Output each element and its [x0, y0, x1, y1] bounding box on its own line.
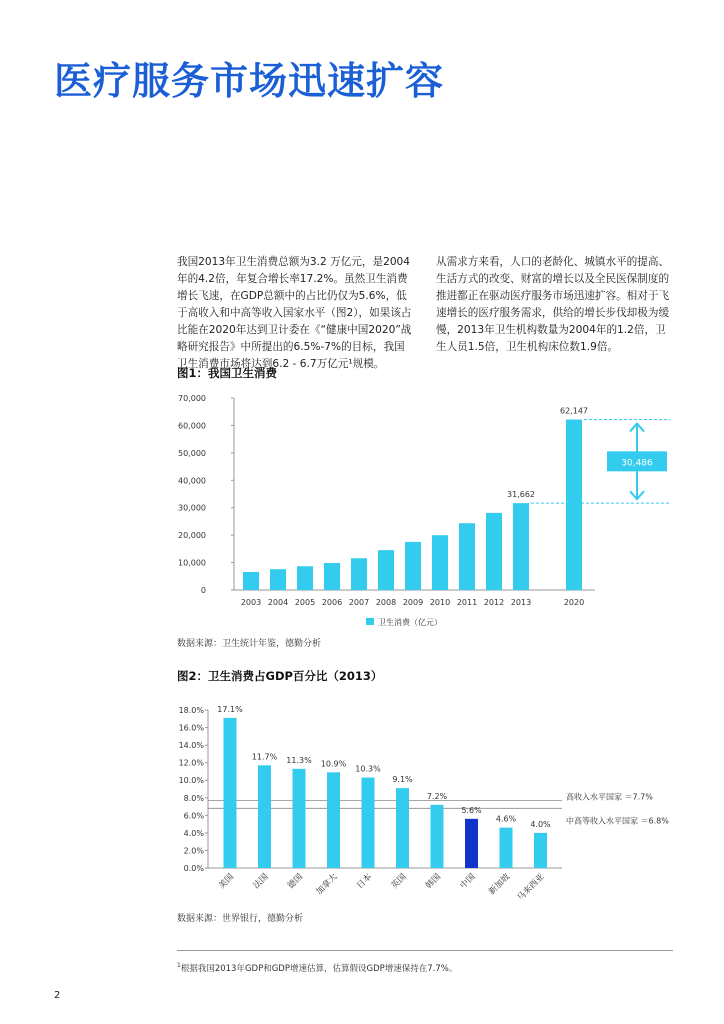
footnote — [177, 962, 457, 974]
y-tick-label: 70,000 — [178, 394, 206, 403]
page-number: 2 — [54, 990, 61, 1001]
legend-label: 卫生消费（亿元） — [378, 618, 442, 627]
footnote-divider — [177, 950, 673, 951]
bar — [396, 788, 409, 868]
y-tick-label: 18.0% — [178, 706, 204, 715]
data-label: 5.6% — [461, 805, 482, 815]
bar — [297, 566, 313, 590]
intro-paragraph-left: 我国2013年卫生消费总额为3.2 万亿元，是2004年的4.2倍，年复合增长率17.2%。虽然卫生消费增长飞速，在GDP总额中的占比仍仅为5.6%，低于高收入和中高等收入国家水平（图2），如果该占比能在2020年达到卫计委在《“健康中国2020”战略研究报告》中所提出的6.5%-7%的目标，我国卫生消费市场将达到6.2 - 6.7万亿元¹规模。 — [177, 255, 412, 370]
x-tick-label: 新加坡 — [487, 872, 513, 898]
bar — [258, 765, 271, 868]
reference-line-label: 中高等收入水平国家 ＝6.8% — [566, 816, 669, 826]
x-tick-label: 英国 — [389, 872, 409, 892]
bar — [465, 819, 478, 868]
data-label: 4.6% — [495, 814, 517, 824]
data-label: 10.9% — [320, 759, 347, 769]
x-tick-label: 2005 — [294, 598, 316, 607]
bar — [324, 563, 340, 590]
y-tick-label: 0.0% — [183, 864, 204, 873]
bar — [459, 523, 475, 590]
y-tick-label: 60,000 — [178, 421, 206, 431]
y-tick-label: 16.0% — [178, 723, 204, 733]
bar — [224, 718, 237, 868]
data-label: 4.0% — [530, 819, 551, 829]
y-tick-label: 10.0% — [178, 776, 204, 786]
y-tick-label: 10,000 — [178, 558, 206, 568]
x-tick-label: 2020 — [563, 598, 585, 607]
bar — [431, 805, 444, 868]
data-label: 9.1% — [392, 775, 413, 785]
x-tick-label: 日本 — [355, 872, 375, 892]
y-tick-label: 4.0% — [183, 828, 204, 838]
health-consumption-chart — [170, 390, 690, 635]
bar — [378, 550, 394, 590]
footnote-mark: 1 — [177, 962, 181, 970]
y-tick-label: 20,000 — [178, 531, 206, 541]
x-tick-label: 2012 — [483, 598, 505, 607]
x-tick-label: 2003 — [240, 598, 262, 607]
x-tick-label: 美国 — [217, 872, 237, 892]
data-label: 31,662 — [507, 490, 535, 500]
page-title: 医疗服务市场迅速扩容 — [54, 59, 445, 103]
bar — [500, 828, 513, 868]
data-label: 7.2% — [426, 791, 448, 801]
x-tick-label: 2009 — [402, 598, 424, 607]
y-tick-label: 30,000 — [178, 503, 206, 513]
x-tick-label: 加拿大 — [314, 872, 340, 898]
bar — [270, 569, 286, 590]
figure1-source: 数据来源：卫生统计年鉴，德勤分析 — [177, 639, 322, 649]
data-label: 17.1% — [217, 704, 243, 714]
x-tick-label: 中国 — [458, 872, 478, 892]
bar — [534, 833, 547, 868]
x-tick-label: 2010 — [429, 598, 451, 607]
data-label: 11.7% — [251, 752, 278, 762]
x-tick-label: 2004 — [267, 598, 289, 607]
y-tick-label: 0 — [200, 586, 206, 595]
y-tick-label: 6.0% — [183, 811, 204, 821]
x-tick-label: 2006 — [321, 598, 343, 607]
x-tick-label: 德国 — [286, 872, 306, 892]
x-tick-label: 2013 — [510, 598, 532, 607]
figure1-title: 图1：我国卫生消费 — [177, 366, 278, 380]
y-tick-label: 40,000 — [178, 476, 206, 486]
annotation-label: 30,486 — [621, 458, 653, 469]
y-tick-label: 50,000 — [178, 448, 206, 458]
x-tick-label: 马来西亚 — [515, 872, 547, 904]
reference-line-label: 高收入水平国家 ＝7.7% — [566, 792, 653, 802]
bar — [405, 542, 421, 590]
bar — [432, 535, 448, 590]
data-label: 11.3% — [286, 755, 312, 765]
bar — [566, 420, 582, 590]
y-tick-label: 8.0% — [183, 793, 204, 803]
data-label: 10.3% — [355, 764, 381, 774]
x-tick-label: 2011 — [456, 598, 478, 607]
bar — [293, 769, 306, 868]
footnote-text: 根据我国2013年GDP和GDP增速估算，估算假设GDP增速保持在7.7%。 — [180, 964, 458, 974]
y-tick-label: 2.0% — [183, 846, 204, 856]
x-tick-label: 2008 — [375, 598, 397, 607]
x-tick-label: 韩国 — [424, 872, 444, 892]
y-tick-label: 12.0% — [178, 758, 204, 768]
data-label: 62,147 — [560, 406, 588, 416]
y-tick-label: 14.0% — [178, 741, 204, 751]
health-gdp-share-chart — [170, 692, 690, 902]
intro-paragraph-right: 从需求方来看，人口的老龄化、城镇水平的提高、生活方式的改变、财富的增长以及全民医保制度的推进都正在驱动医疗服务市场迅速扩容。相对于飞速增长的医疗服务需求，供给的增长步伐却极为缓慢，2013年卫生机构数量为2004年的1.2倍，卫生人员1.5倍，卫生机构床位数1.9倍。 — [436, 255, 670, 353]
x-tick-label: 2007 — [348, 598, 370, 607]
bar — [327, 772, 340, 868]
bar — [243, 572, 259, 590]
bar — [351, 558, 367, 590]
legend-swatch — [366, 618, 374, 625]
figure2-title: 图2：卫生消费占GDP百分比（2013） — [177, 669, 383, 683]
x-tick-label: 法国 — [251, 872, 271, 892]
figure2-source: 数据来源：世界银行，德勤分析 — [177, 914, 304, 924]
bar — [486, 513, 502, 590]
bar — [513, 503, 529, 590]
bar — [362, 778, 375, 868]
